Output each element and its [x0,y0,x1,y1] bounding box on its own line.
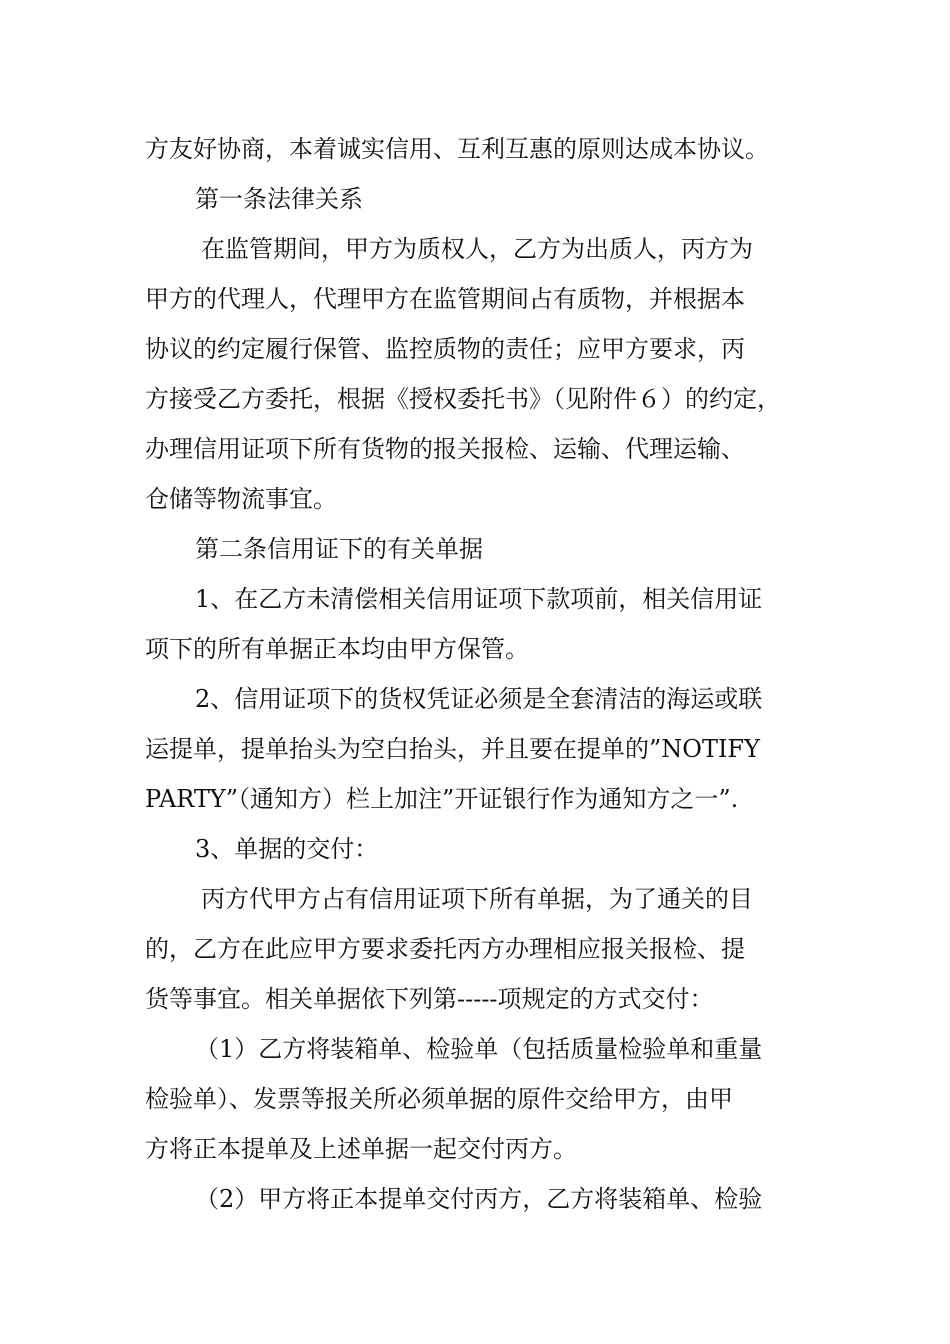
text-line: 办理信用证项下所有货物的报关报检、运输、代理运输、 [145,435,745,463]
section-heading: 第二条信用证下的有关单据 [195,535,483,563]
text-line: 3、单据的交付： [195,835,379,863]
list-item: （1）乙方将装箱单、检验单（包括质量检验单和重量 [195,1035,763,1063]
text-line: 项下的所有单据正本均由甲方保管。 [145,635,529,663]
text-line: 1、在乙方未清偿相关信用证项下款项前，相关信用证 [195,585,763,613]
text-line: 的，乙方在此应甲方要求委托丙方办理相应报关报检、提 [145,935,745,963]
text-line: 协议的约定履行保管、监控质物的责任；应甲方要求，丙 [145,335,745,363]
list-item: （2）甲方将正本提单交付丙方，乙方将装箱单、检验 [195,1185,763,1213]
text-line: 仓储等物流事宜。 [145,485,337,513]
text-line: PARTY”（通知方）栏上加注”开证银行作为通知方之一”. [145,785,739,813]
text-line: 方将正本提单及上述单据一起交付丙方。 [145,1135,577,1163]
text-line: 方友好协商，本着诚实信用、互利互惠的原则达成本协议。 [145,135,769,163]
section-heading: 第一条法律关系 [195,185,363,213]
text-line: 方接受乙方委托，根据《授权委托书》（见附件６）的约定， [145,385,781,413]
text-line: 运提单，提单抬头为空白抬头，并且要在提单的”NOTIFY [145,735,760,763]
text-line: 在监管期间，甲方为质权人，乙方为出质人，丙方为 [201,235,753,263]
text-line: 甲方的代理人，代理甲方在监管期间占有质物，并根据本 [145,285,745,313]
text-line: 货等事宜。相关单据依下列第-----项规定的方式交付： [145,985,714,1013]
text-line: 2、信用证项下的货权凭证必须是全套清洁的海运或联 [195,685,763,713]
text-line: 丙方代甲方占有信用证项下所有单据，为了通关的目 [201,885,753,913]
text-line: 检验单）、发票等报关所必须单据的原件交给甲方，由甲 [145,1085,733,1113]
